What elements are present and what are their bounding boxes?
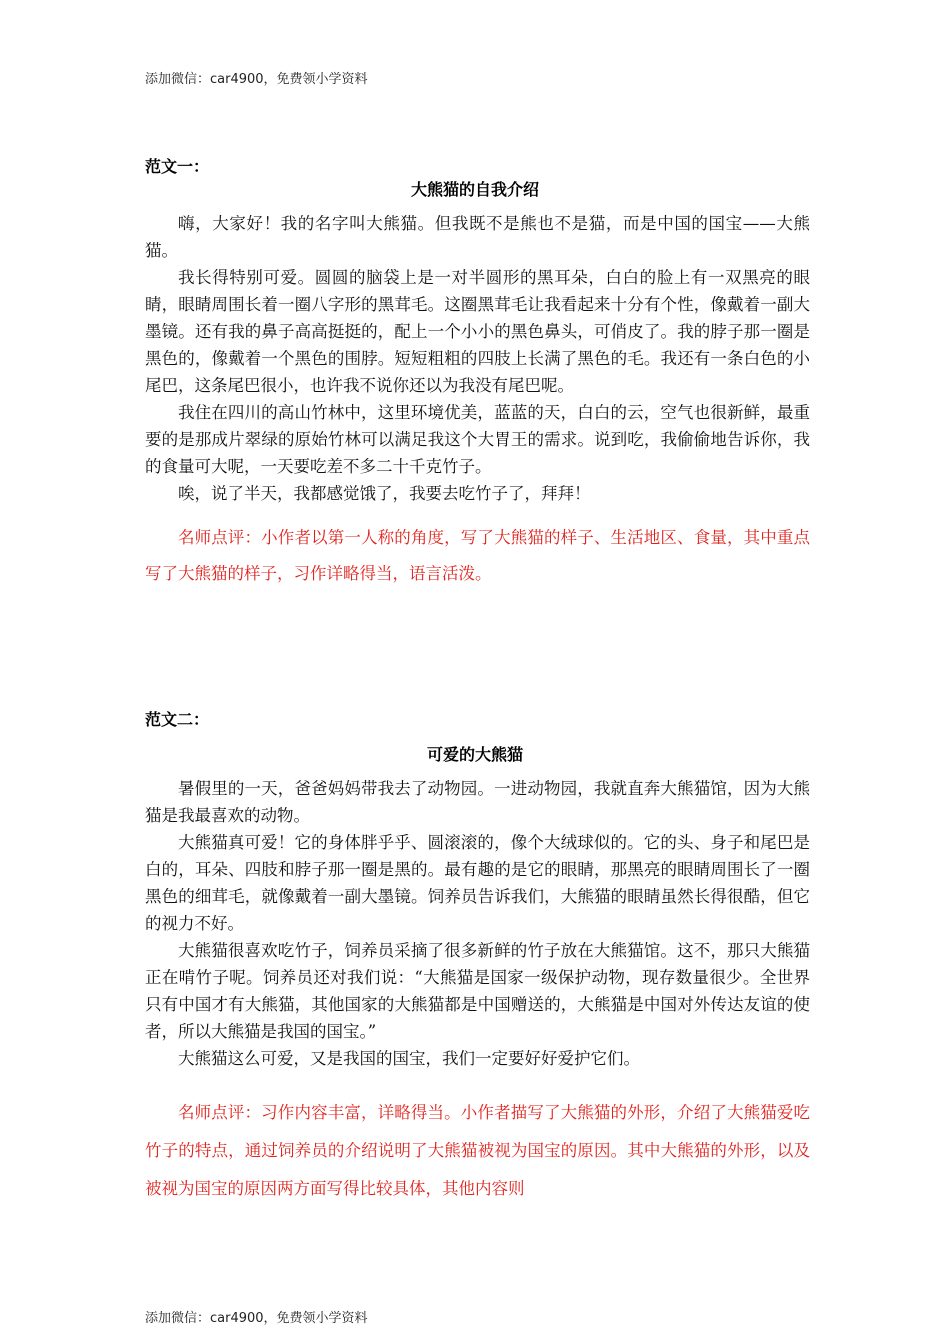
essay1-comment: [145, 520, 810, 592]
essay2-paragraph: 大熊猫很喜欢吃竹子，饲养员采摘了很多新鲜的竹子放在大熊猫馆。这不，那只大熊猫正在啃竹子呢。饲养员还对我们说：“大熊猫是国家一级保护动物，现存数量很少。全世界只有中国才有大熊猫，其他国家的大熊猫都是中国赠送的，大熊猫是中国对外传达友谊的使者，所以大熊猫是我国的国宝。”: [145, 941, 810, 1041]
essay2-paragraph: 大熊猫真可爱！它的身体胖乎乎、圆滚滚的，像个大绒球似的。它的头、身子和尾巴是白的，耳朵、四肢和脖子那一圈是黑的。最有趣的是它的眼睛，那黑亮的眼睛周围长了一圈黑色的细茸毛，就像戴着一副大墨镜。饲养员告诉我们，大熊猫的眼睛虽然长得很酷，但它的视力不好。: [145, 833, 810, 933]
essay2-body: [145, 775, 810, 1072]
essay2-comment-text: 名师点评：习作内容丰富，详略得当。小作者描写了大熊猫的外形，介绍了大熊猫爱吃竹子的特点，通过饲养员的介绍说明了大熊猫被视为国宝的原因。其中大熊猫的外形，以及被视为国宝的原因两方面写得比较具体，其他内容则: [145, 1103, 810, 1198]
essay2-paragraph: 大熊猫这么可爱，又是我国的国宝，我们一定要好好爱护它们。: [178, 1049, 640, 1068]
essay1-title: 大熊猫的自我介绍: [410, 180, 539, 199]
essay2-label: 范文二：: [145, 710, 210, 729]
essay1-comment-text: 名师点评：小作者以第一人称的角度，写了大熊猫的样子、生活地区、食量，其中重点写了大熊猫的样子，习作详略得当，语言活泼。: [145, 528, 810, 583]
essay1-paragraph: 我长得特别可爱。圆圆的脑袋上是一对半圆形的黑耳朵，白白的脸上有一双黑亮的眼睛，眼睛周围长着一圈八字形的黑茸毛。这圈黑茸毛让我看起来十分有个性，像戴着一副大墨镜。还有我的鼻子高高挺挺的，配上一个小小的黑色鼻头，可俏皮了。我的脖子那一圈是黑色的，像戴着一个黑色的围脖。短短粗粗的四肢上长满了黑色的毛。我还有一条白色的小尾巴，这条尾巴很小，也许我不说你还以为我没有尾巴呢。: [145, 268, 810, 395]
essay2-comment: [145, 1094, 810, 1208]
essay1-label: 范文一：: [145, 157, 210, 176]
essay1-paragraph: 嗨，大家好！我的名字叫大熊猫。但我既不是熊也不是猫，而是中国的国宝——大熊猫。: [145, 214, 810, 260]
essay2-paragraph: 暑假里的一天，爸爸妈妈带我去了动物园。一进动物园，我就直奔大熊猫馆，因为大熊猫是我最喜欢的动物。: [145, 779, 810, 825]
page-header: 添加微信：car4900，免费领小学资料: [145, 72, 368, 87]
essay1-paragraph: 唉，说了半天，我都感觉饿了，我要去吃竹子了，拜拜！: [178, 484, 591, 503]
essay1-body: [145, 210, 810, 507]
page-footer: 添加微信：car4900，免费领小学资料: [145, 1311, 368, 1326]
essay2-title: 可爱的大熊猫: [426, 745, 523, 764]
essay1-paragraph: 我住在四川的高山竹林中，这里环境优美，蓝蓝的天，白白的云，空气也很新鲜，最重要的是那成片翠绿的原始竹林可以满足我这个大胃王的需求。说到吃，我偷偷地告诉你，我的食量可大呢，一天要吃差不多二十千克竹子。: [145, 403, 810, 476]
